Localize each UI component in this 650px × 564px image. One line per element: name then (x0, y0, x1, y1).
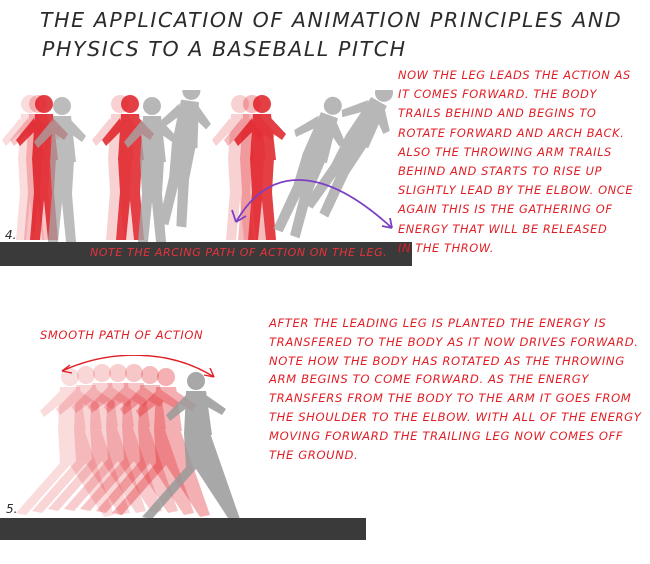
step-number-4: 4. (5, 228, 17, 242)
step-number-5: 5. (6, 502, 18, 516)
title-line-1: THE APPLICATION OF ANIMATION PRINCIPLES AND (40, 8, 623, 32)
panel-5-illustration (0, 355, 260, 520)
smooth-path-label: SMOOTH PATH OF ACTION (40, 328, 204, 342)
title-line-2: PHYSICS TO A BASEBALL PITCH (42, 37, 407, 61)
ground-bar-panel-5 (0, 518, 366, 540)
pitcher-gray-figure-3 (260, 90, 409, 242)
pitch-trail-figure-3 (212, 95, 286, 240)
panel-5-description: AFTER THE LEADING LEG IS PLANTED THE ENERGY IS TRANSFERED TO THE BODY AS IT NOW DRIVES FORWARD. NOTE HOW THE BODY HAS ROTATED AS THE THROWING ARM BEGINS TO COME FORWARD. AS THE ENERGY TRANSFERS FROM THE BODY TO THE ARM IT GOES FROM THE SHOULDER TO THE ELBOW. WITH ALL OF THE ENERGY MOVING FORWARD THE TRAILING LEG NOW COMES OFF THE GROUND. (269, 316, 642, 462)
panel-4-caption: NOTE THE ARCING PATH OF ACTION ON THE LEG. (90, 246, 388, 259)
page-title (40, 6, 640, 64)
pitch-trail-figures-5 (16, 364, 210, 517)
panel-4-illustration (0, 90, 420, 250)
panel-4-description: NOW THE LEG LEADS THE ACTION AS IT COMES FORWARD. THE BODY TRAILS BEHIND AND BEGINS TO ROTATE FORWARD AND ARCH BACK. ALSO THE THROWING ARM TRAILS BEHIND AND STARTS TO RISE UP SLIGHTLY LEAD BY THE ELBOW. ONCE AGAIN THIS IS THE GATHERING OF ENERGY THAT WILL BE RELEASED IN THE THROW. (398, 68, 634, 255)
